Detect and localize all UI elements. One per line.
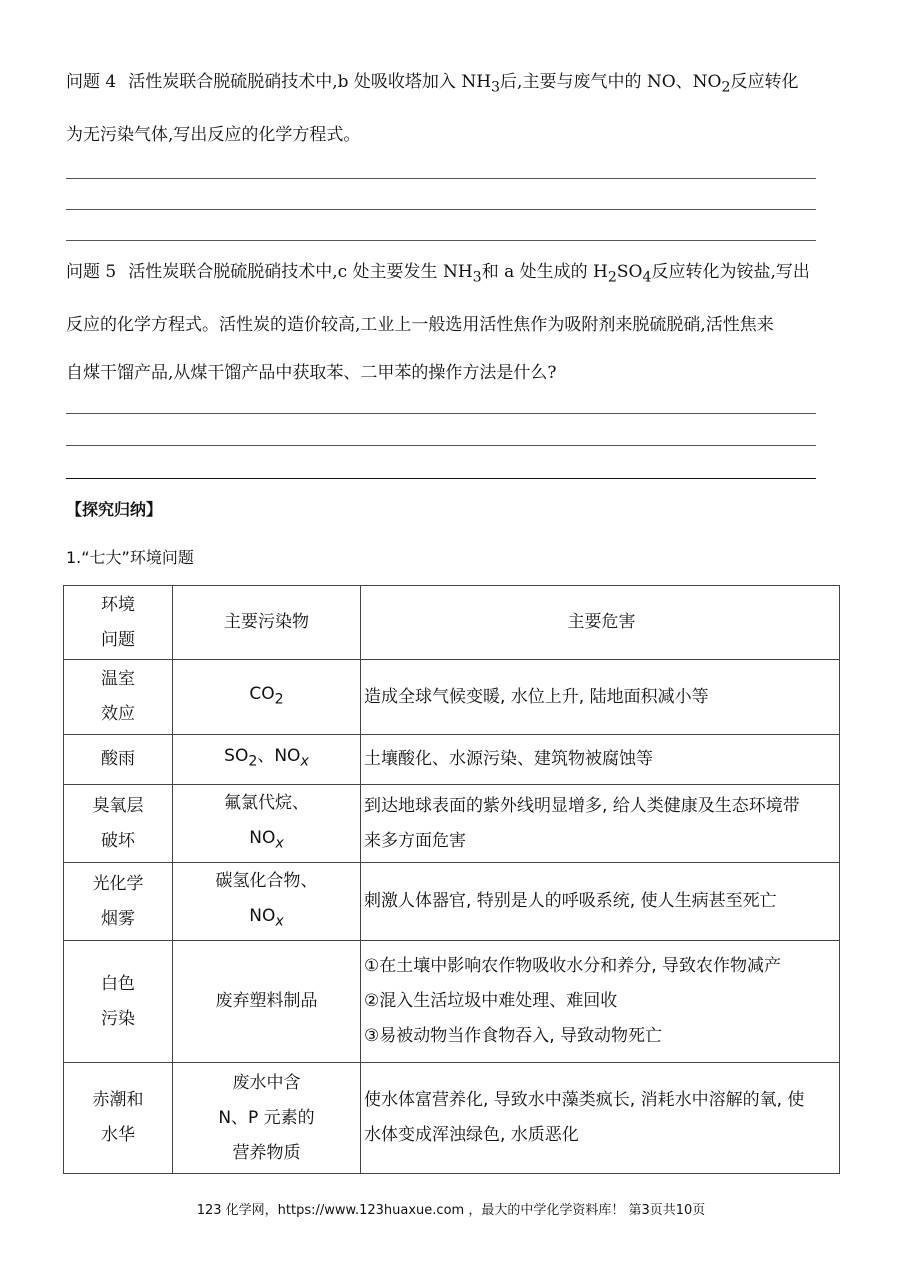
pollutant-cell — [173, 735, 361, 785]
cell-text: 碳氢化合物、 — [215, 870, 318, 891]
page-footer: 123 化学网，https://www.123huaxue.com ，最大的中学化学资料库！ 第3页共10页 — [196, 1203, 706, 1218]
pollutant-cell — [173, 785, 361, 863]
answer-line[interactable] — [66, 178, 816, 179]
cell-text: 来多方面危害 — [364, 830, 466, 851]
cell-text: ②混入生活垃圾中难处理、难回收 — [364, 991, 618, 1011]
question-4-label: 问题 4 — [66, 72, 117, 92]
question-5-line-1 — [66, 248, 836, 301]
q5-sub-c: 4 — [642, 269, 652, 286]
question-4 — [66, 58, 836, 159]
q4-text-a: 活性炭联合脱硫脱硝技术中,b 处吸收塔加入 NH — [128, 72, 492, 92]
answer-line[interactable] — [66, 445, 816, 446]
cell-text: 营养物质 — [232, 1142, 301, 1163]
q5-text-a: 活性炭联合脱硫脱硝技术中,c 处主要发生 NH — [128, 262, 473, 282]
answer-line[interactable] — [66, 478, 816, 479]
cell-sub: x — [300, 753, 309, 770]
cell-text: 光化学 — [92, 873, 144, 894]
problem-cell — [64, 863, 173, 941]
header-text: 问题 — [101, 629, 135, 650]
question-4-line-2: 为无污染气体,写出反应的化学方程式。 — [66, 125, 361, 146]
problem-cell — [64, 941, 173, 1063]
table-row — [64, 660, 840, 735]
header-cell-harm: 主要危害 — [361, 586, 840, 660]
problem-cell: 酸雨 — [64, 735, 173, 785]
cell-text: 废水中含 — [232, 1072, 301, 1093]
question-5-label: 问题 5 — [66, 262, 117, 282]
q4-text-c: 反应转化 — [730, 72, 799, 92]
header-cell-pollutant: 主要污染物 — [173, 586, 361, 660]
q5-sub-a: 3 — [472, 269, 482, 286]
cell-sub: 2 — [274, 691, 284, 708]
table-row — [64, 863, 840, 941]
cell-text: 、NO — [257, 746, 301, 767]
q4-text-b: 后,主要与废气中的 NO、NO — [500, 72, 722, 92]
problem-cell — [64, 785, 173, 863]
table-row — [64, 735, 840, 785]
cell-text: NO — [249, 827, 276, 848]
cell-text-formula — [173, 821, 360, 861]
question-5 — [66, 248, 836, 397]
question-5-line-3: 自煤干馏产品,从煤干馏产品中获取苯、二甲苯的操作方法是什么? — [66, 363, 557, 384]
section-heading: 【探究归纳】 — [66, 500, 163, 519]
cell-sub: 2 — [248, 753, 258, 770]
cell-text: CO — [249, 683, 275, 704]
harm-cell: 土壤酸化、水源污染、建筑物被腐蚀等 — [361, 735, 840, 785]
cell-text: 破坏 — [101, 830, 135, 851]
cell-text: 使水体富营养化, 导致水中藻类疯长, 消耗水中溶解的氧, 使 — [364, 1090, 805, 1110]
pollutant-cell — [173, 660, 361, 735]
harm-cell: 造成全球气候变暖, 水位上升, 陆地面积减小等 — [361, 660, 840, 735]
cell-text: 污染 — [101, 1008, 135, 1029]
q5-text-c: SO — [616, 262, 643, 282]
problem-cell — [64, 660, 173, 735]
q5-sub-b: 2 — [607, 269, 617, 286]
table-row — [64, 941, 840, 1063]
table-row — [64, 785, 840, 863]
cell-text: ①在土壤中影响农作物吸收水分和养分, 导致农作物减产 — [364, 956, 782, 976]
environment-problems-table — [63, 585, 840, 1174]
cell-text: 水华 — [101, 1125, 135, 1145]
problem-cell — [64, 1063, 173, 1174]
cell-text: 水体变成浑浊绿色, 水质恶化 — [364, 1125, 579, 1145]
answer-line[interactable] — [66, 413, 816, 414]
question-5-line-2: 反应的化学方程式。活性炭的造价较高,工业上一般选用活性焦作为吸附剂来脱硫脱硝,活性焦来 — [66, 315, 774, 336]
cell-text: N、P 元素的 — [218, 1107, 315, 1128]
cell-sub: x — [275, 913, 284, 930]
cell-text: SO — [224, 746, 249, 767]
table-header-row — [64, 586, 840, 660]
cell-sub: x — [275, 835, 284, 852]
cell-text: 白色 — [101, 973, 135, 994]
cell-text-formula — [173, 899, 360, 939]
harm-cell — [361, 1063, 840, 1174]
harm-cell — [361, 941, 840, 1063]
q4-sub-b: 2 — [721, 79, 731, 96]
cell-text: ③易被动物当作食物吞入, 导致动物死亡 — [364, 1026, 663, 1046]
harm-cell — [361, 785, 840, 863]
table-row — [64, 1063, 840, 1174]
cell-text: 赤潮和 — [92, 1090, 144, 1110]
pollutant-cell: 废弃塑料制品 — [173, 941, 361, 1063]
q5-text-b: 和 a 处生成的 H — [481, 262, 608, 282]
header-text: 环境 — [101, 594, 135, 615]
question-4-line-1 — [66, 58, 836, 111]
cell-text: 氟氯代烷、 — [224, 792, 309, 813]
pollutant-cell — [173, 863, 361, 941]
q5-text-d: 反应转化为铵盐,写出 — [651, 262, 810, 282]
cell-text: 臭氧层 — [92, 795, 144, 816]
cell-text: 效应 — [101, 704, 135, 724]
subheading: 1.“七大”环境问题 — [66, 548, 194, 567]
cell-text: NO — [249, 905, 276, 926]
cell-text: 烟雾 — [101, 908, 135, 929]
pollutant-cell — [173, 1063, 361, 1174]
cell-text: 到达地球表面的紫外线明显增多, 给人类健康及生态环境带 — [364, 795, 800, 816]
harm-cell: 刺激人体器官, 特别是人的呼吸系统, 使人生病甚至死亡 — [361, 863, 840, 941]
answer-line[interactable] — [66, 209, 816, 210]
answer-line[interactable] — [66, 240, 816, 241]
header-cell-problem — [64, 586, 173, 660]
cell-text: 温室 — [101, 669, 135, 689]
q4-sub-a: 3 — [491, 79, 501, 96]
